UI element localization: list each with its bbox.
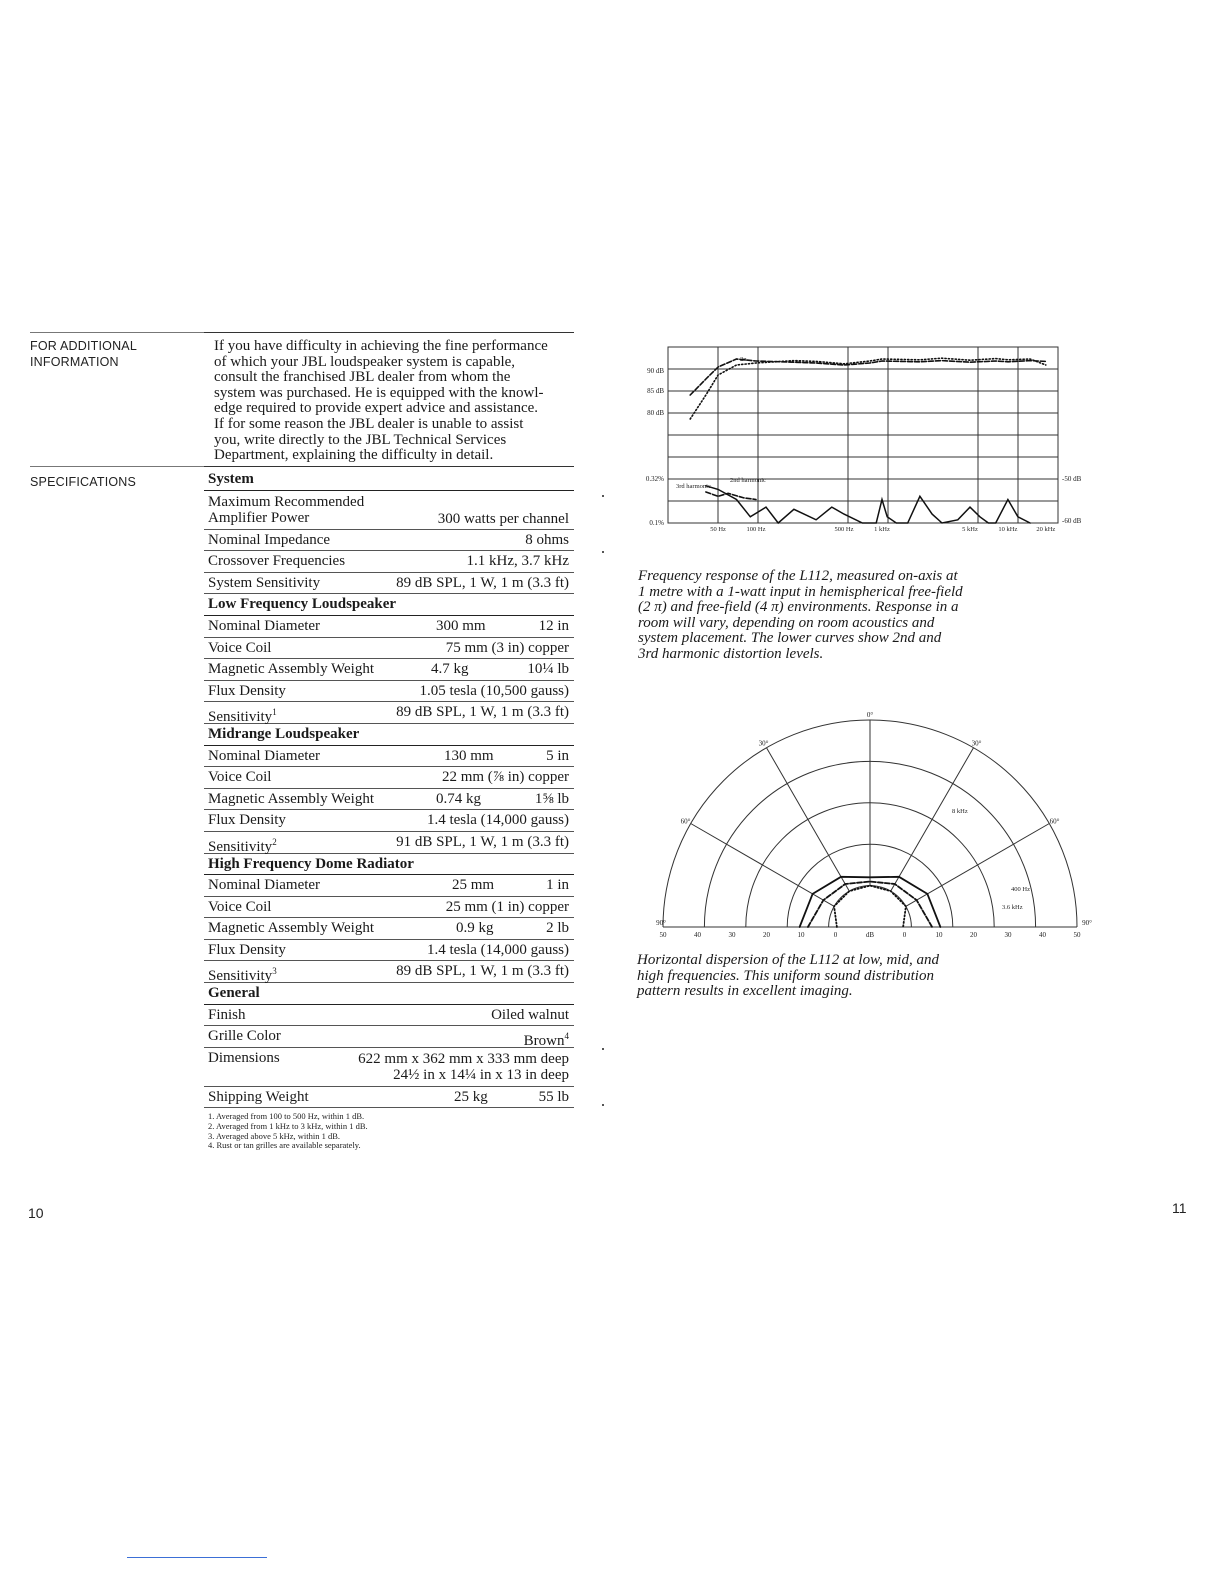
print-mark <box>602 495 604 497</box>
blue-underline <box>127 1557 267 1558</box>
spec-impedance: Nominal Impedance 8 ohms <box>204 530 574 552</box>
spec-high-diameter: Nominal Diameter 25 mm 1 in <box>204 875 574 897</box>
freq-series-2nd-harmonic <box>706 486 1030 523</box>
spec-low-diameter: Nominal Diameter 300 mm 12 in <box>204 616 574 638</box>
polar-radial-label: 10 <box>797 931 805 939</box>
polar-angle-label: 30° <box>758 739 769 748</box>
polar-ring <box>829 886 912 927</box>
polar-radial-label: 10 <box>935 931 943 939</box>
spec-mid-magnet: Magnetic Assembly Weight 0.74 kg 1⅝ lb <box>204 789 574 811</box>
spec-table <box>204 469 574 1108</box>
freq-series <box>690 358 1046 523</box>
polar-angle-label: 90° <box>1082 919 1092 927</box>
label-85db: 85 dB <box>647 387 664 395</box>
spec-grille: Grille Color Brown$^4$ <box>204 1026 574 1048</box>
label-minus50db: -50 dB <box>1062 475 1082 483</box>
freq-left-labels <box>646 367 664 527</box>
label-01: 0.1% <box>649 519 664 527</box>
section-low-frequency: Low Frequency Loudspeaker <box>204 594 574 616</box>
label-80db: 80 dB <box>647 409 664 417</box>
spec-rule-left <box>30 466 210 467</box>
print-mark <box>602 551 604 553</box>
polar-radial-label: 50 <box>659 931 667 939</box>
annotation-36khz: 3.6 kHz <box>1002 904 1023 911</box>
top-rule-right <box>204 332 574 333</box>
section-general: General <box>204 983 574 1005</box>
spec-crossover: Crossover Frequencies 1.1 kHz, 3.7 kHz <box>204 551 574 573</box>
frequency-caption: Frequency response of the L112, measured on-axis at 1 metre with a 1-watt input in hemispherical free-field (2 π) and free-field (4 π) environments. Response in a room will vary, depending on room acoustics and system placement. The lower curves show 2nd and 3rd harmonic distortion levels. <box>638 568 963 662</box>
print-mark <box>602 1048 604 1050</box>
polar-radial-label: 50 <box>1073 931 1081 939</box>
annotation-3rd-harmonic: 3rd harmonic <box>676 483 711 490</box>
spec-low-magnet: Magnetic Assembly Weight 4.7 kg 10¼ lb <box>204 659 574 681</box>
annotation-400hz: 400 Hz <box>1011 886 1030 893</box>
polar-radial-label: 30 <box>1004 931 1012 939</box>
additional-info-text: If you have difficulty in achieving the fine performance of which your JBL loudspeaker system is capable, consult the franchised JBL dealer from whom the system was purchased. He is equipped with the knowl- edge required to provide expert advice and assistance. If for some reason the JBL dealer is unable to assist you, write directly to the JBL Technical Services Department, explaining the difficulty in detail. <box>214 338 548 464</box>
section-system: System <box>204 469 574 491</box>
print-mark <box>602 1104 604 1106</box>
polar-radial-label: 20 <box>763 931 770 939</box>
polar-angle-label: 30° <box>971 739 982 748</box>
polar-radial-label: 30 <box>728 931 736 939</box>
spec-high-voice-coil: Voice Coil 25 mm (1 in) copper <box>204 897 574 919</box>
label-90db: 90 dB <box>647 367 664 375</box>
spec-amp-power: Maximum Recommended Amplifier Power 300 watts per channel <box>204 491 574 530</box>
polar-spoke <box>767 748 850 891</box>
spec-system-sensitivity: System Sensitivity 89 dB SPL, 1 W, 1 m (3.3 ft) <box>204 573 574 595</box>
freq-x-tick-label: 1 kHz <box>874 526 890 533</box>
polar-radial-label: 40 <box>1039 931 1046 939</box>
freq-x-tick-label: 10 kHz <box>998 526 1018 533</box>
polar-series-3-6-khz <box>808 882 932 928</box>
spec-mid-voice-coil: Voice Coil 22 mm (⅞ in) copper <box>204 767 574 789</box>
spec-mid-diameter: Nominal Diameter 130 mm 5 in <box>204 746 574 768</box>
polar-angle-label: 0° <box>866 711 874 719</box>
section-midrange: Midrange Loudspeaker <box>204 724 574 746</box>
freq-annotations <box>676 356 766 490</box>
polar-radial-label: 0 <box>833 931 838 939</box>
specifications-heading: SPECIFICATIONS <box>30 475 137 489</box>
spec-mid-sensitivity: Sensitivity$^2$ 91 dB SPL, 1 W, 1 m (3.3 ft) <box>204 832 574 854</box>
page-number-left: 10 <box>28 1205 44 1221</box>
freq-right-labels <box>1062 475 1082 525</box>
polar-series-400-hz <box>834 886 906 927</box>
spec-shipping-weight: Shipping Weight 25 kg 55 lb <box>204 1087 574 1109</box>
polar-radial-labels <box>660 931 1082 939</box>
spec-low-sensitivity: Sensitivity$^1$ 89 dB SPL, 1 W, 1 m (3.3 ft) <box>204 702 574 724</box>
polar-caption: Horizontal dispersion of the L112 at low, mid, and high frequencies. This uniform sound distribution pattern results in excellent imaging. <box>637 952 939 1000</box>
label-032: 0.32% <box>645 475 664 483</box>
polar-angle-labels <box>656 711 1092 927</box>
polar-dispersion-chart <box>640 705 1100 940</box>
freq-series-4- <box>690 358 1046 419</box>
freq-x-tick-labels <box>710 526 1055 533</box>
freq-x-tick-label: 100 Hz <box>746 526 766 533</box>
spec-high-magnet: Magnetic Assembly Weight 0.9 kg 2 lb <box>204 918 574 940</box>
polar-annotations <box>952 808 1030 911</box>
spec-low-voice-coil: Voice Coil 75 mm (3 in) copper <box>204 638 574 660</box>
polar-radial-label: 20 <box>970 931 977 939</box>
additional-info-heading: FOR ADDITIONAL INFORMATION <box>30 339 137 369</box>
label-minus60db: -60 dB <box>1062 517 1082 525</box>
polar-radial-label: 0 <box>902 931 907 939</box>
page-number-right: 11 <box>1172 1200 1187 1216</box>
footnotes: 1. Averaged from 100 to 500 Hz, within 1 dB. 2. Averaged from 1 kHz to 3 kHz, within 1 dB. 3. Averaged above 5 kHz, within 1 dB. 4. Rust or tan grilles are available separately. <box>208 1111 368 1151</box>
polar-angle-label: 60° <box>680 817 691 826</box>
annotation-2nd-harmonic: 2nd harmonic <box>730 477 766 484</box>
spec-high-flux: Flux Density 1.4 tesla (14,000 gauss) <box>204 940 574 962</box>
frequency-response-chart <box>630 335 1100 540</box>
spec-rule-right <box>204 466 574 467</box>
spec-low-flux: Flux Density 1.05 tesla (10,500 gauss) <box>204 681 574 703</box>
polar-angle-label: 90° <box>656 919 666 927</box>
annotation-8khz: 8 kHz <box>952 808 968 815</box>
annotation-2pi: 2π <box>740 356 747 363</box>
polar-angle-label: 60° <box>1049 817 1060 826</box>
polar-radial-label: dB <box>865 931 875 939</box>
section-high-frequency: High Frequency Dome Radiator <box>204 854 574 876</box>
spec-mid-flux: Flux Density 1.4 tesla (14,000 gauss) <box>204 810 574 832</box>
top-rule-left <box>30 332 210 333</box>
spec-finish: Finish Oiled walnut <box>204 1005 574 1027</box>
freq-x-tick-label: 20 kHz <box>1036 526 1056 533</box>
spec-dimensions: Dimensions 622 mm x 362 mm x 333 mm deep 24½ in x 14¼ in x 13 in deep <box>204 1048 574 1087</box>
polar-grid <box>663 720 1077 927</box>
freq-x-tick-label: 50 Hz <box>710 526 726 533</box>
freq-grid <box>668 347 1058 523</box>
polar-radial-label: 40 <box>694 931 701 939</box>
freq-x-tick-label: 5 kHz <box>962 526 978 533</box>
freq-x-tick-label: 500 Hz <box>834 526 854 533</box>
spec-high-sensitivity: Sensitivity$^3$ 89 dB SPL, 1 W, 1 m (3.3 ft) <box>204 961 574 983</box>
polar-spoke <box>891 748 974 891</box>
